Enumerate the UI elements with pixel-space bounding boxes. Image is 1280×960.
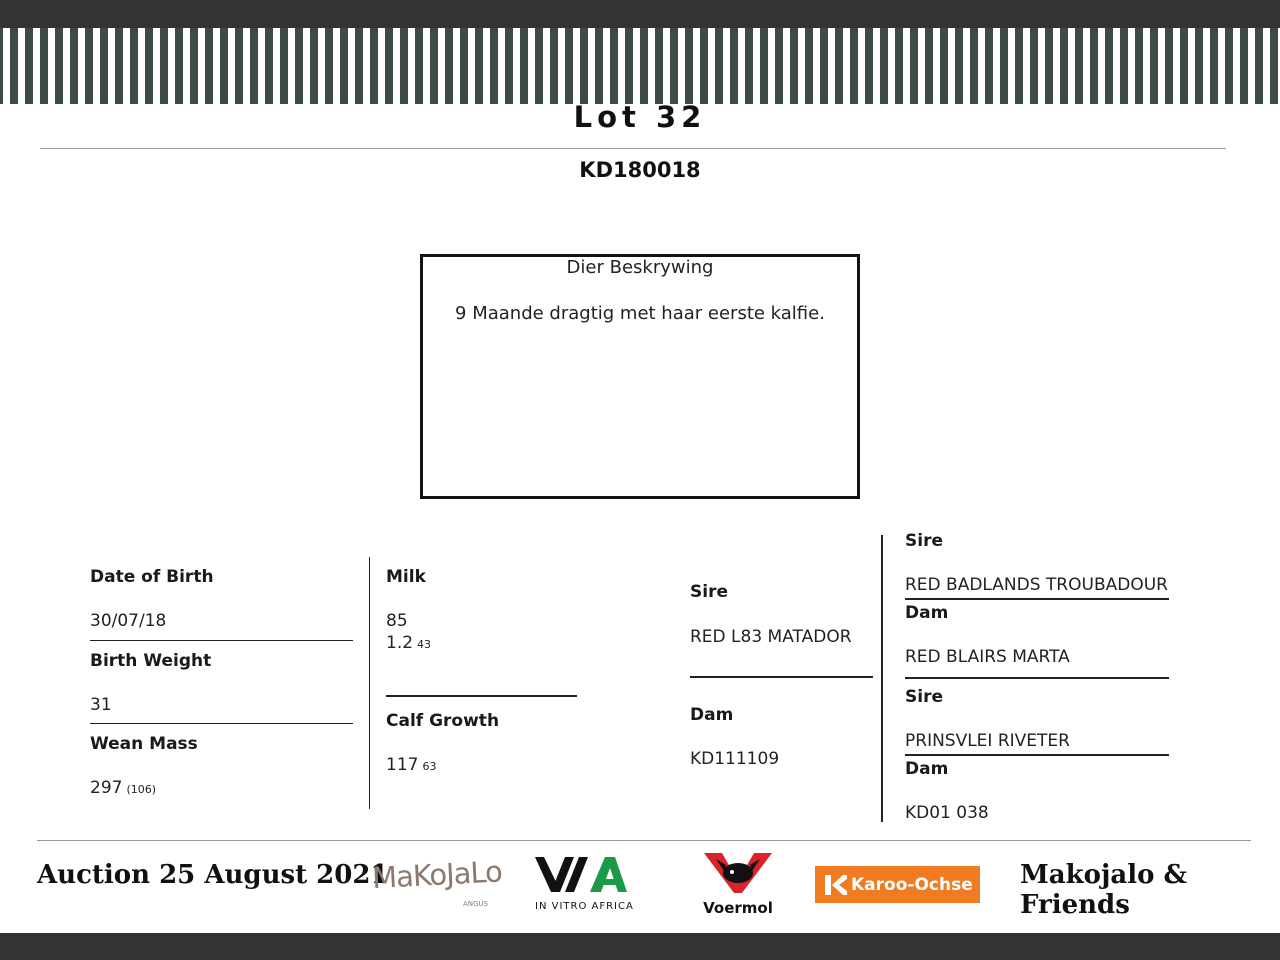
- voermol-bull-icon: [698, 851, 778, 895]
- description-title: Dier Beskrywing: [566, 257, 714, 278]
- karoo-wordmark: Karoo-Ochse: [851, 874, 973, 895]
- divider: [905, 754, 1169, 756]
- description-box: [420, 254, 860, 499]
- divider: [690, 676, 873, 678]
- wean-mass-label: Wean Mass: [90, 734, 198, 754]
- dam-sire-label: Sire: [905, 687, 943, 707]
- milk-label: Milk: [386, 567, 426, 587]
- calf-growth-accuracy: 63: [422, 760, 437, 773]
- dam-dam-name: KD01 038: [905, 803, 989, 823]
- milk-epd-accuracy: 43: [417, 638, 432, 651]
- birth-weight-value: 31: [90, 695, 112, 715]
- makojalo-wordmark: MaKoJaLo: [371, 854, 503, 896]
- invitro-africa-logo: [535, 854, 634, 912]
- divider: [905, 677, 1169, 679]
- dam-sire-name: PRINSVLEI RIVETER: [905, 731, 1070, 751]
- footer-divider: [37, 840, 1251, 841]
- dam-label: Dam: [690, 705, 734, 725]
- divider: [90, 723, 353, 724]
- makojalo-subtext: ANGUS: [462, 900, 488, 908]
- iva-mark-icon: [535, 854, 627, 894]
- dam-name: KD111109: [690, 749, 780, 769]
- sire-dam-name: RED BLAIRS MARTA: [905, 647, 1070, 667]
- makojalo-logo: [371, 854, 503, 910]
- dam-dam-label: Dam: [905, 759, 949, 779]
- karoo-ochse-logo: [815, 866, 980, 903]
- calf-growth-label: Calf Growth: [386, 711, 500, 731]
- bottom-bar: [0, 933, 1280, 960]
- voermol-logo: [698, 851, 778, 917]
- date-of-birth-value: 30/07/18: [90, 611, 167, 631]
- karoo-k-icon: [825, 875, 847, 895]
- host-name: Makojalo & Friends: [1020, 860, 1187, 920]
- iva-subtext: IN VITRO AFRICA: [535, 901, 634, 912]
- divider: [905, 598, 1169, 600]
- sire-label: Sire: [690, 582, 728, 602]
- voermol-wordmark: Voermol: [703, 899, 773, 917]
- sire-name: RED L83 MATADOR: [690, 627, 852, 647]
- sire-sire-name: RED BADLANDS TROUBADOUR: [905, 575, 1168, 595]
- top-bar: [0, 0, 1280, 28]
- header-divider: [40, 148, 1226, 149]
- milk-epd: [386, 633, 431, 653]
- wean-mass-index: (106): [126, 783, 157, 796]
- milk-epd-value: 1.2: [386, 633, 414, 653]
- divider: [386, 695, 577, 697]
- animal-id: KD180018: [579, 158, 701, 182]
- birth-weight-label: Birth Weight: [90, 651, 212, 671]
- calf-growth-number: 117: [386, 755, 419, 775]
- sire-dam-label: Dam: [905, 603, 949, 623]
- column-divider: [369, 557, 370, 809]
- lot-title: Lot 32: [573, 100, 707, 134]
- sire-sire-label: Sire: [905, 531, 943, 551]
- divider: [90, 640, 353, 641]
- column-divider: [881, 535, 883, 822]
- date-of-birth-label: Date of Birth: [90, 567, 214, 587]
- auction-date: Auction 25 August 2021: [37, 860, 389, 890]
- description-text: 9 Maande dragtig met haar eerste kalfie.: [455, 303, 825, 324]
- wean-mass-value: [90, 778, 156, 798]
- calf-growth-value: [386, 755, 436, 775]
- milk-value: 85: [386, 611, 408, 631]
- wean-mass-number: 297: [90, 778, 123, 798]
- checkered-header-pattern: [0, 28, 1280, 104]
